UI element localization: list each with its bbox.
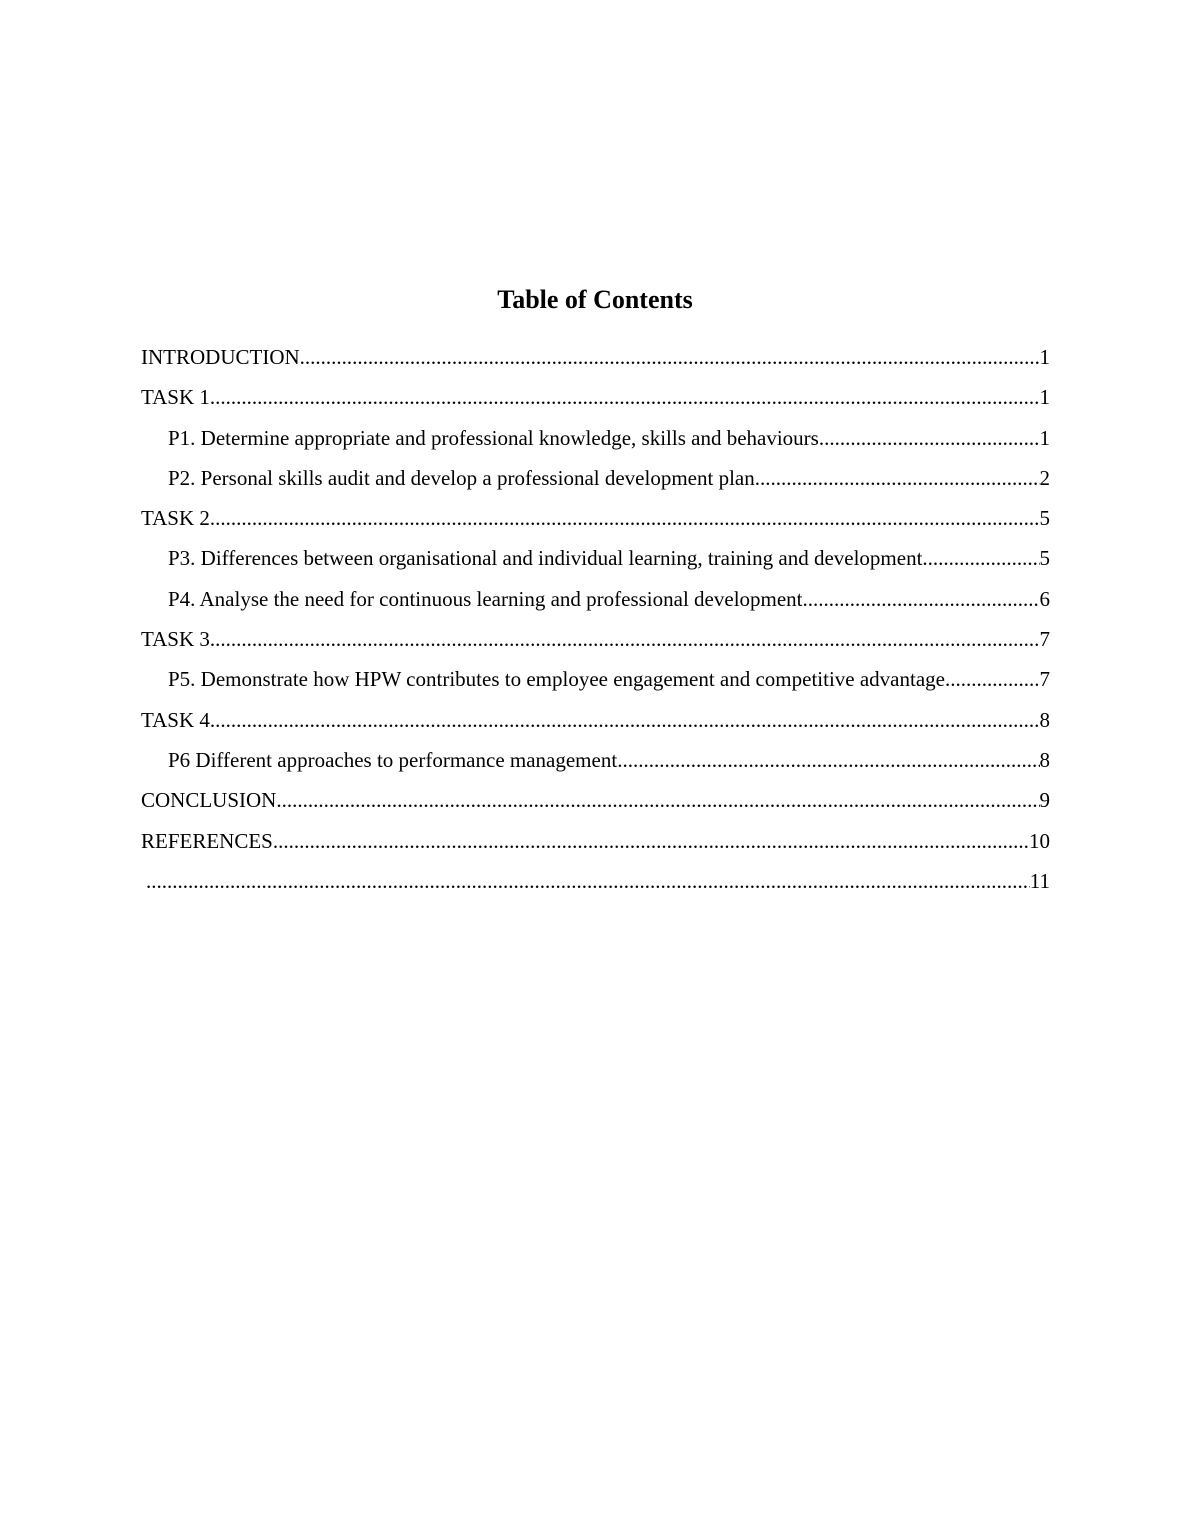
- toc-entry-references[interactable]: [141, 821, 1050, 861]
- toc-page-number: 10: [1029, 828, 1050, 853]
- toc-entry-introduction[interactable]: [141, 337, 1050, 377]
- toc-dot-leader: [755, 458, 1040, 498]
- toc-entry-text: TASK 1: [141, 385, 210, 410]
- toc-entry-task-4[interactable]: [141, 700, 1050, 740]
- toc-page-number: 2: [1039, 465, 1050, 490]
- toc-entry-text: TASK 4: [141, 707, 210, 732]
- toc-title: Table of Contents: [497, 285, 693, 314]
- toc-page-number: 8: [1039, 747, 1050, 772]
- toc-entry-text: P6 Different approaches to performance management: [168, 747, 618, 772]
- toc-entry-p2[interactable]: [141, 458, 1050, 498]
- toc-entry-p5[interactable]: [141, 659, 1050, 699]
- toc-dot-leader: [950, 659, 1039, 699]
- toc-page-number: 7: [1039, 627, 1050, 652]
- toc-page-number: 5: [1039, 506, 1050, 531]
- toc-entry-task-2[interactable]: [141, 498, 1050, 538]
- toc-list: [141, 337, 1050, 901]
- toc-dot-leader: [210, 498, 1040, 538]
- toc-dot-leader: [210, 700, 1040, 740]
- toc-dot-leader: [210, 619, 1040, 659]
- toc-entry-task-1[interactable]: [141, 377, 1050, 417]
- toc-dot-leader: [146, 861, 1030, 901]
- toc-dot-leader: [273, 821, 1029, 861]
- toc-entry-p3[interactable]: [141, 538, 1050, 578]
- toc-entry-task-3[interactable]: [141, 619, 1050, 659]
- toc-dot-leader: [276, 780, 1039, 820]
- toc-entry-text: P3. Differences between organisational and individual learning, training and development.: [168, 546, 928, 571]
- toc-dot-leader: [210, 377, 1040, 417]
- toc-page-number: 1: [1039, 345, 1050, 369]
- toc-page-number: 5: [1039, 546, 1050, 571]
- toc-page-number: 9: [1039, 788, 1050, 813]
- toc-entry-text: CONCLUSION: [141, 788, 277, 813]
- toc-entry-text: TASK 2: [141, 506, 210, 531]
- toc-dot-leader: [617, 740, 1039, 780]
- toc-dot-leader: [300, 337, 1040, 377]
- toc-entry-text: INTRODUCTION: [141, 345, 300, 369]
- toc-page-number: 1: [1039, 425, 1050, 450]
- toc-dot-leader: [819, 418, 1040, 458]
- toc-entry-p6[interactable]: [141, 740, 1050, 780]
- toc-page-number: 7: [1039, 667, 1050, 692]
- toc-entry-text: REFERENCES: [141, 828, 273, 853]
- toc-entry-untitled[interactable]: [141, 861, 1050, 901]
- toc-entry-p1[interactable]: [141, 418, 1050, 458]
- toc-page-number: 6: [1039, 586, 1050, 611]
- toc-page-number: 11: [1029, 868, 1050, 893]
- toc-dot-leader: [803, 579, 1040, 619]
- toc-entry-text: P1. Determine appropriate and professional knowledge, skills and behaviours: [168, 425, 819, 450]
- toc-page-number: 8: [1039, 707, 1050, 732]
- toc-entry-text: P5. Demonstrate how HPW contributes to employee engagement and competitive advantage.: [168, 667, 951, 692]
- toc-entry-text: P2. Personal skills audit and develop a professional development plan: [168, 465, 755, 490]
- toc-dot-leader: [928, 538, 1040, 578]
- toc-entry-p4[interactable]: [141, 579, 1050, 619]
- toc-entry-text: P4. Analyse the need for continuous learning and professional development: [168, 586, 803, 611]
- toc-entry-text: TASK 3: [141, 627, 210, 652]
- toc-page-number: 1: [1039, 385, 1050, 410]
- toc-entry-conclusion[interactable]: [141, 780, 1050, 820]
